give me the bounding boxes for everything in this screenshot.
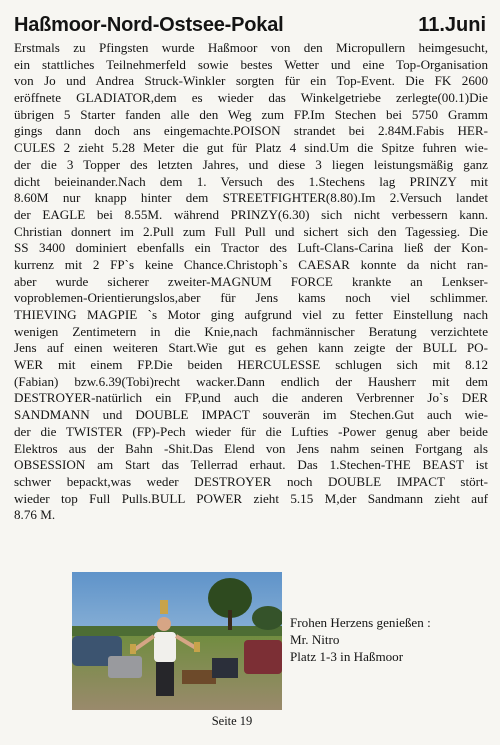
article-line: wenigen Zentimetern in die Knie,nach fachmännischer Beratung verzichtete — [14, 323, 488, 339]
article-date: 11.Juni — [418, 14, 486, 36]
article-line: (Fabian) bzw.6.39(Tobi)recht wacker.Dann endlich der Hausherr mit dem — [14, 373, 488, 389]
article-line: voproblemen-Orientierungslos,aber für Jens kams noch viel schlimmer. — [14, 290, 488, 306]
article-line: der die TWISTER (FP)-Pech wieder für die Lufties -Power genug aber beide — [14, 423, 488, 439]
article-line: WER mit einem FP.Die beiden HERCULESSE schlugen sich mit 8.12 — [14, 357, 488, 373]
article-line: der EAGLE bei 8.55M. während PRINZY(6.30) sich nicht verbessern kann. — [14, 206, 488, 222]
article-line: THIEVING MAGPIE `s Motor ging aufgrund viel zu fetter Einstellung nach — [14, 307, 488, 322]
article-line: gings dann doch ans eingemachte.POISON strandet bei 2.84M.Fabis HER- — [14, 123, 488, 139]
article-line: ein stattliches Teilnehmerfeld sowie bestes Wetter und eine Top-Organisation — [14, 56, 488, 72]
article-line: Erstmals zu Pfingsten wurde Haßmoor von den Micropullern heimgesucht, — [14, 40, 488, 55]
caption-line: Frohen Herzens genießen : — [290, 615, 431, 630]
event-photo — [72, 572, 282, 710]
article-line: der die 3 Topper des letzten Jahres, und diese 3 liegen leistungsmäßig ganz — [14, 156, 488, 172]
article-line: SS 3400 dominiert ebenfalls ein Tractor des Luft-Clans-Carina ließ der Kon- — [14, 240, 488, 256]
article-line: Elektros aus der Bahn -Shit.Das Elend von Jens nahm seinen Fortgang als — [14, 440, 488, 456]
caption-line: Mr. Nitro — [290, 632, 340, 647]
event-photo-image — [72, 572, 282, 710]
photo-caption — [290, 614, 490, 665]
article-line: SANDMANN und DOUBLE IMPACT souverän im Stechen.Gut auch wie- — [14, 407, 488, 423]
article-line: kurrenz mit 2 FP`s keine Chance.Christoph`s CAESAR konnte da nicht ran- — [14, 256, 488, 272]
article-line: aber wurde sicherer zweiter-MAGNUM FORCE krankte an Lenkser- — [14, 273, 488, 289]
page-number: Seite 19 — [211, 714, 253, 728]
page-footer — [0, 713, 500, 729]
article-line: 8.60M nur knapp hinter dem STREETFIGHTER(8.80).Im 2.Versuch landet — [14, 190, 488, 206]
article-line: schwer bepackt,was weder DESTROYER noch DOUBLE IMPACT stört- — [14, 473, 488, 489]
article-line: Jens auf einen weiteren Start.Wie gut es gehen kann zeigte der BULL PO- — [14, 340, 488, 356]
article-line: dicht beieinander.Nach dem 1. Versuch des 1.Stechens lag PRINZY mit — [14, 173, 488, 189]
article-line: DESTROYER-natürlich ein FP,und auch die anderen Verbrenner Jo`s DER — [14, 390, 488, 406]
article-title: Haßmoor-Nord-Ostsee-Pokal — [14, 14, 284, 36]
article-line: Christian donnert im 2.Pull zum Full Pull und sichert sich den Tagessieg. Die — [14, 223, 488, 239]
article-line: 8.76 M. — [14, 507, 56, 523]
article-line: CULES 2 zieht 5.28 Meter die gut für Platz 4 sind.Um die Spitze fuhren wie- — [14, 140, 488, 156]
article-header — [14, 12, 486, 38]
article-line: OBSESSION am Start das Tellerrad erhaut. Das 1.Stechen-THE BEAST ist — [14, 457, 488, 473]
article-line: von Jo und Andrea Struck-Winkler sorgten für ein Top-Event. Die FK 2600 — [14, 73, 488, 89]
article-line: übrigen 5 Starter fanden alle den Weg zum FP.Im Stechen bei 5750 Gramm — [14, 106, 488, 122]
caption-line: Platz 1-3 in Haßmoor — [290, 649, 404, 664]
article-line: wieder top Full Pulls.BULL POWER zieht 5.15 M,der Sandmann zieht auf — [14, 490, 488, 506]
article-body — [14, 40, 488, 524]
article-line: eröffnete GLADIATOR,dem es wieder das Winkelgetriebe zerlegte(00.1)Die — [14, 90, 488, 106]
